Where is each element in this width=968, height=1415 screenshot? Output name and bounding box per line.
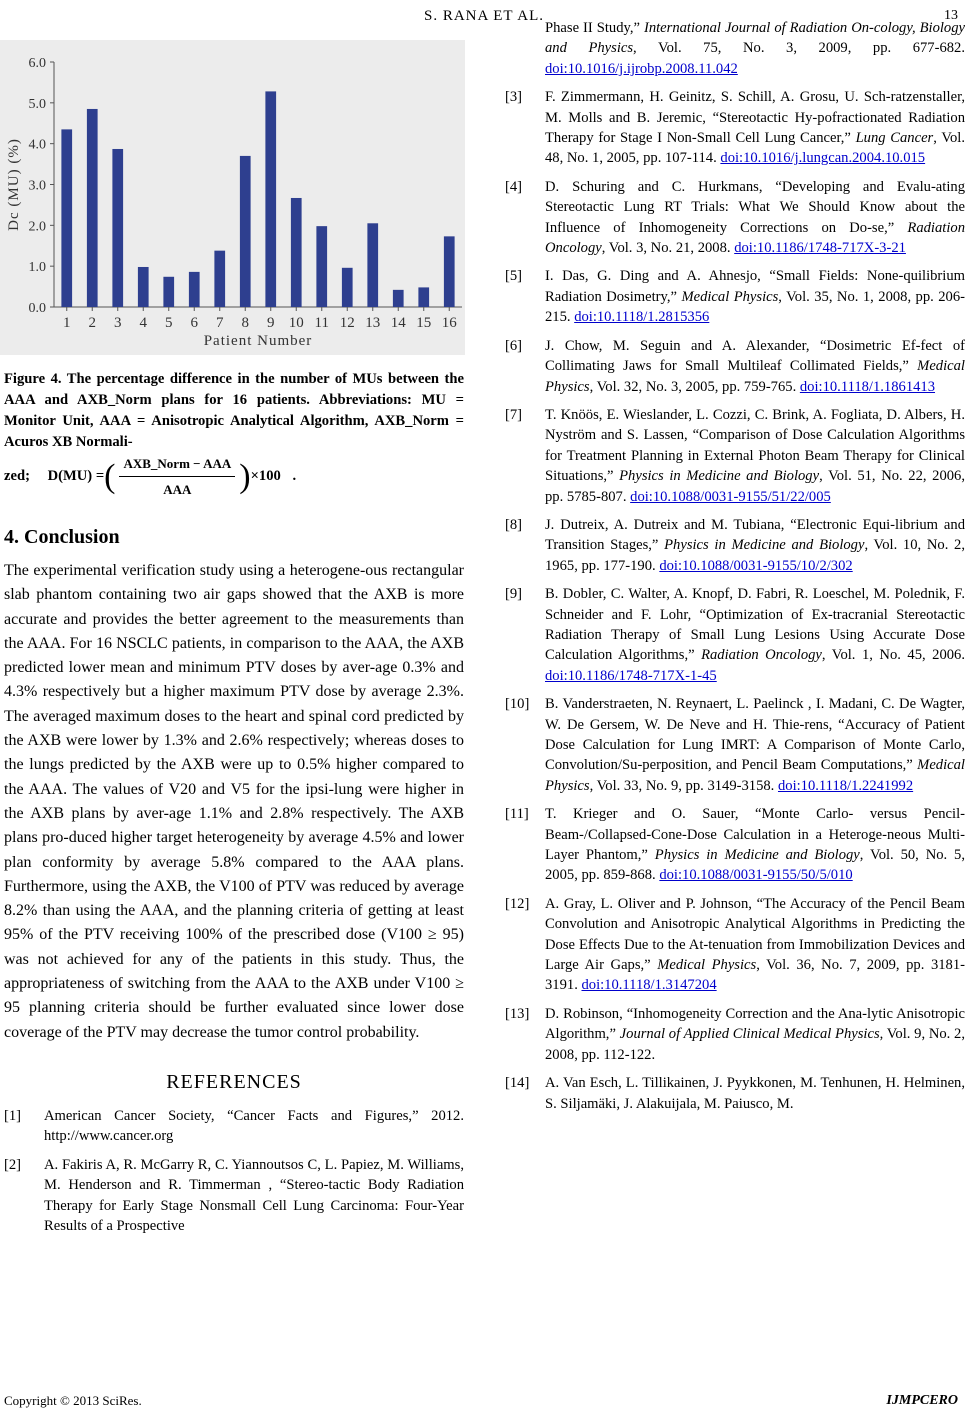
- reference-number: [5]: [505, 268, 523, 285]
- reference-item: [6] J. Chow, M. Seguin and A. Alexander, “Dosimetric Ef-fect of Collimating Jaws for Small Multileaf Collimated Fields,” Medical Physics, Vol. 32, No. 3, 2005, pp. 759-765. doi:10.1118/1.1861413: [505, 337, 965, 395]
- reference-continuation: Phase II Study,” International Journal of Radiation On-cology, Biology and Physics, Vol. 75, No. 3, 2009, pp. 677-682. doi:10.1016/j.ijrobp.2008.11.042: [545, 20, 966, 77]
- bar: [418, 287, 429, 307]
- reference-number: [3]: [505, 89, 523, 106]
- doi-link[interactable]: doi:10.1118/1.2241992: [777, 777, 914, 794]
- caption-zed: zed;: [4, 467, 30, 484]
- reference-item: [13] D. Robinson, “Inhomogeneity Correction and the Ana-lytic Anisotropic Algorithm,” Journal of Applied Clinical Medical Physics, Vol. 9, No. 2, 2008, pp. 112-122.: [505, 1005, 965, 1063]
- bar: [87, 109, 98, 307]
- x-tick-label: 1: [63, 315, 71, 331]
- formula: D(MU) = ( $\frac{\text{AXB\_Norm − AAA}}{\text{AAA}}$ ) ×100: [48, 453, 281, 500]
- references-right: [505, 87, 965, 1114]
- doi-link[interactable]: doi:10.1186/1748-717X-1-45: [545, 667, 717, 684]
- x-tick-label: 5: [165, 315, 173, 331]
- reference-number: [10]: [505, 696, 530, 713]
- bar: [112, 149, 123, 307]
- reference-item: [11] T. Krieger and O. Sauer, “Monte Carlo- versus Pencil-Beam-/Collapsed-Cone-Dose Calculation in a Heteroge-neous Multi-Layer Phantom,” Physics in Medicine and Biology, Vol. 50, No. 5, 2005, pp. 859-868. doi:10.1088/0031-9155/50/5/010: [505, 806, 965, 884]
- formula-denominator: AAA: [163, 482, 192, 497]
- reference-item: [10] B. Vanderstraeten, N. Reynaert, L. Paelinck , I. Madani, C. De Wagter, W. De Gersem, W. De Neve and H. Thie-rens, “Accuracy of Patient Dose Calculation for Lung IMRT: A Comparison of Monte Carlo, Convolution/Su-perposition, and Pencil Beam Computations,” Medical Physics, Vol. 33, No. 9, pp. 3149-3158. doi:10.1118/1.2241992: [505, 696, 965, 794]
- running-header: S. RANA ET AL.: [424, 8, 544, 24]
- reference-item: [1] American Cancer Society, “Cancer Facts and Figures,” 2012. http://www.cancer.org: [4, 1107, 464, 1145]
- footer-journal: IJMPCERO: [886, 1393, 958, 1408]
- doi-link[interactable]: doi:10.1016/j.ijrobp.2008.11.042: [545, 60, 738, 77]
- x-tick-label: 2: [88, 315, 96, 331]
- x-tick-label: 13: [365, 315, 381, 331]
- left-column: [4, 40, 464, 1244]
- bar: [393, 290, 404, 307]
- y-tick-label: 2.0: [28, 219, 46, 235]
- reference-number: [4]: [505, 178, 523, 195]
- bar: [189, 272, 200, 307]
- references-left: [4, 1106, 464, 1236]
- conclusion-text: The experimental verification study using a heterogene-ous rectangular slab phantom containing two air gaps showed that the AXB is more accurate and provides the better agreement to the measurements than the AAA. For 16 NSCLC patients, in comparison to the AAA, the AXB predicted lower mean and minimum PTV doses by aver-age 0.3% and 4.3% respectively but a higher maximum PTV dose by average 2.3%. The averaged maximum doses to the heart and spinal cord predicted by the AXB were lower by 1.3% and 2.6% respectively; whereas doses to the lungs predicted by the AXB were up to 0.5% higher compared to the AAA. The values of V20 and V5 for the ipsi-lung were higher in the AXB plans by aver-age 1.1% and 2.8% respectively. The AXB plans pro-duced higher target heterogeneity by average 4.5% and lower plan conformity by average 5.8% compared to the AAA plans. Furthermore, using the AXB, the V100 of PTV was reduced by average 8.2% than using the AAA, and the planning criteria of getting at least 95% of the PTV receiving 100% of the prescribed dose (V100 ≥ 95) was not achieved for any of the patients in this study. Thus, the appropriateness of switching from the AAA to the AXB under V100 ≥ 95 planning criteria should be further evaluated since lower dose coverage of the PTV may decrease the tumor control probability.: [4, 562, 464, 1041]
- formula-numerator: AXB_Norm − AAA: [119, 453, 235, 477]
- reference-number: [1]: [4, 1107, 22, 1124]
- reference-number: [7]: [505, 406, 523, 423]
- reference-item: [12] A. Gray, L. Oliver and P. Johnson, “The Accuracy of the Pencil Beam Convolution and Anisotropic Analytical Algorithms in Predicting the Dose Effects Due to the At-tenuation from Immobilization Devices and Large Air Gaps,” Medical Physics, Vol. 36, No. 7, 2009, pp. 3181-3191. doi:10.1118/1.3147204: [505, 895, 965, 994]
- reference-number: [14]: [505, 1075, 530, 1092]
- doi-link[interactable]: doi:10.1186/1748-717X-3-21: [734, 240, 906, 257]
- reference-number: [11]: [505, 806, 529, 823]
- formula-times: ×100: [250, 468, 281, 484]
- bar: [61, 129, 72, 307]
- formula-period: .: [292, 467, 297, 484]
- reference-item: [2] A. Fakiris A, R. McGarry R, C. Yiannoutsos C, L. Papiez, M. Williams, M. Henderson and R. Timmerman , “Stereo-tactic Body Radiation Therapy for Early Stage Nonsmall Cell Lung Carcinoma: Four-Year Results of a Prospective: [4, 1156, 464, 1234]
- reference-number: [12]: [505, 895, 530, 912]
- x-tick-label: 7: [216, 315, 224, 331]
- reference-number: [6]: [505, 337, 523, 354]
- y-tick-label: 0.0: [28, 301, 46, 316]
- y-tick-label: 6.0: [28, 56, 46, 71]
- reference-item: [4] D. Schuring and C. Hurkmans, “Developing and Evalu-ating Stereotactic Lung RT Trials: What We Should Know about the Influence of Inhomogeneity Corrections on Do-se,” Radiation Oncology, Vol. 3, No. 21, 2008. doi:10.1186/1748-717X-3-21: [505, 178, 965, 257]
- bar-chart: [0, 40, 465, 355]
- x-tick-label: 6: [190, 315, 198, 331]
- x-tick-label: 9: [267, 315, 275, 331]
- figure-4-chart: [0, 40, 465, 355]
- y-axis-label: Dc (MU) (%): [6, 138, 22, 231]
- bar: [444, 236, 455, 307]
- x-tick-label: 15: [416, 315, 432, 331]
- y-tick-label: 3.0: [28, 178, 46, 194]
- caption-text: Figure 4. The percentage difference in the number of MUs between the AAA and AXB_Norm plans for 16 patients. Abbreviations: MU = Monitor Unit, AAA = Anisotropic Analytical Algorithm, AXB_Norm = Acuros XB Normali-: [4, 371, 464, 450]
- x-tick-label: 10: [288, 315, 304, 331]
- x-tick-label: 16: [441, 315, 457, 331]
- x-tick-label: 4: [139, 315, 147, 331]
- y-tick-label: 1.0: [28, 260, 46, 276]
- y-tick-label: 5.0: [28, 96, 46, 112]
- page-number: 13: [944, 8, 958, 23]
- doi-link[interactable]: doi:10.1088/0031-9155/51/22/005: [630, 488, 831, 505]
- conclusion-heading: 4. Conclusion: [4, 526, 120, 548]
- x-tick-label: 8: [241, 315, 249, 331]
- x-tick-label: 14: [390, 315, 406, 331]
- reference-item: [8] J. Dutreix, A. Dutreix and M. Tubiana, “Electronic Equi-librium and Transition Stages,” Physics in Medicine and Biology, Vol. 10, No. 2, 1965, pp. 177-190. doi:10.1088/0031-9155/10/2/302: [505, 516, 966, 574]
- x-axis-label: Patient Number: [203, 333, 313, 349]
- footer-copyright: Copyright © 2013 SciRes.: [4, 1393, 142, 1408]
- bar: [138, 267, 149, 307]
- bar: [291, 198, 302, 307]
- figure-caption: [4, 369, 464, 500]
- reference-item: [14] A. Van Esch, L. Tillikainen, J. Pyykkonen, M. Tenhunen, H. Helminen, S. Siljamäki, J. Alakuijala, M. Paiusco, M.: [505, 1075, 965, 1112]
- doi-link[interactable]: doi:10.1016/j.lungcan.2004.10.015: [720, 150, 926, 167]
- reference-number: [2]: [4, 1156, 22, 1173]
- x-tick-label: 12: [339, 315, 355, 331]
- x-tick-label: 11: [314, 315, 329, 331]
- bar: [342, 268, 353, 307]
- reference-number: [9]: [505, 586, 523, 603]
- reference-item: [5] I. Das, G. Ding and A. Ahnesjo, “Small Fields: None-quilibrium Radiation Dosimetry,” Medical Physics, Vol. 35, No. 1, 2008, pp. 206-215. doi:10.1118/1.2815356: [505, 268, 966, 326]
- reference-item: [3] F. Zimmermann, H. Geinitz, S. Schill, A. Grosu, U. Sch-ratzenstaller, M. Molls and B. Jeremic, “Stereotactic Hy-pofractionated Radiation Therapy for Stage I Non-Small Cell Lung Cancer,” Lung Cancer, Vol. 48, No. 1, 2005, pp. 107-114. doi:10.1016/j.lungcan.2004.10.015: [505, 89, 965, 167]
- bar: [240, 156, 251, 307]
- reference-number: [8]: [505, 516, 523, 533]
- reference-item: [9] B. Dobler, C. Walter, A. Knopf, D. Fabri, R. Loeschel, M. Polednik, F. Schneider and F. Lohr, “Optimization of Ex-tracranial Stereotactic Radiation Therapy of Small Lung Lesions Using Accurate Dose Calculation Algorithms,” Radiation Oncology, Vol. 1, No. 45, 2006. doi:10.1186/1748-717X-1-45: [505, 586, 965, 684]
- bar: [316, 226, 327, 307]
- reference-item: [7] T. Knöös, E. Wieslander, L. Cozzi, C. Brink, A. Fogliata, D. Albers, H. Nyström and S. Lassen, “Comparison of Dose Calculation Algorithms for Treatment Planning in External Photon Beam Therapy for Clinical Situations,” Physics in Medicine and Biology, Vol. 51, No. 22, 2006, pp. 5785-807. doi:10.1088/0031-9155/51/22/005: [505, 406, 965, 505]
- formula-lhs: D(MU) =: [47, 468, 105, 484]
- doi-link[interactable]: doi:10.1088/0031-9155/50/5/010: [659, 867, 853, 884]
- bar: [265, 91, 276, 307]
- right-column: [505, 20, 966, 1122]
- doi-link[interactable]: doi:10.1118/1.3147204: [581, 977, 717, 994]
- references-heading: REFERENCES: [166, 1070, 302, 1093]
- formula-fraction: [119, 453, 235, 500]
- doi-link[interactable]: doi:10.1118/1.1861413: [799, 378, 936, 395]
- doi-link[interactable]: doi:10.1118/1.2815356: [574, 309, 710, 326]
- bar: [367, 223, 378, 307]
- reference-number: [13]: [505, 1005, 530, 1022]
- x-tick-label: 3: [114, 315, 122, 331]
- doi-link[interactable]: doi:10.1088/0031-9155/10/2/302: [659, 557, 853, 574]
- bar: [163, 277, 174, 307]
- bar: [214, 251, 225, 307]
- y-tick-label: 4.0: [28, 137, 46, 153]
